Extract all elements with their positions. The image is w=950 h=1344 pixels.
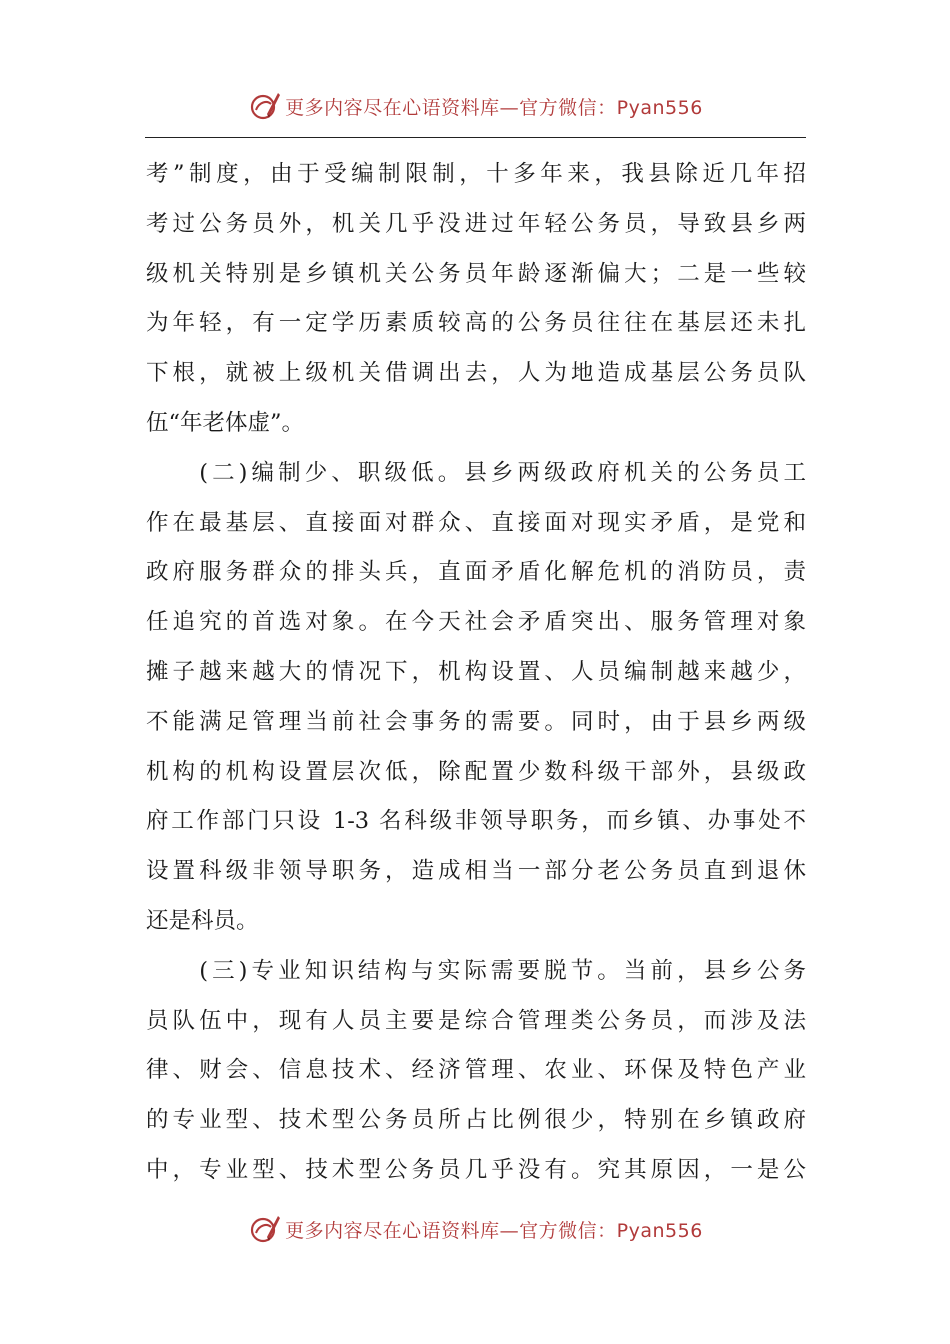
text-line: 为年轻，有一定学历素质较高的公务员往往在基层还未扎 — [146, 310, 806, 337]
banner-text: 更多内容尽在心语资料库—官方微信：Pyan556 — [285, 96, 703, 119]
text-line: 还是科员。 — [146, 907, 259, 934]
text-line: 任追究的首选对象。在今天社会矛盾突出、服务管理对象 — [146, 609, 806, 636]
header-rule — [145, 137, 806, 138]
text-line: 伍“年老体虚”。 — [146, 409, 305, 436]
text-line: 作在最基层、直接面对群众、直接面对现实矛盾，是党和 — [146, 509, 806, 536]
pen-swirl-logo-icon — [247, 88, 283, 124]
text-line: 下根，就被上级机关借调出去，人为地造成基层公务员队 — [146, 360, 806, 387]
text-line: 设置科级非领导职务，造成相当一部分老公务员直到退休 — [146, 858, 806, 885]
text-line: 考过公务员外，机关几乎没进过年轻公务员，导致县乡两 — [146, 210, 806, 237]
text-line: 不能满足管理当前社会事务的需要。同时，由于县乡两级 — [146, 708, 806, 735]
text-line: 府工作部门只设 1-3 名科级非领导职务，而乡镇、办事处不 — [146, 808, 806, 835]
footer-banner — [0, 1207, 950, 1251]
wechat-id: Pyan556 — [616, 1219, 703, 1242]
pen-swirl-logo-icon — [247, 1211, 283, 1247]
text-line: 中，专业型、技术型公务员几乎没有。究其原因，一是公 — [146, 1156, 806, 1183]
text-line: 摊子越来越大的情况下，机构设置、人员编制越来越少， — [146, 658, 806, 685]
text-line: 级机关特别是乡镇机关公务员年龄逐渐偏大；二是一些较 — [146, 260, 806, 287]
text-line: (二)编制少、职级低。县乡两级政府机关的公务员工 — [146, 459, 806, 486]
text-line: 政府服务群众的排头兵，直面矛盾化解危机的消防员，责 — [146, 559, 806, 586]
text-line: (三)专业知识结构与实际需要脱节。当前，县乡公务 — [146, 957, 806, 984]
text-line: 机构的机构设置层次低，除配置少数科级干部外，县级政 — [146, 758, 806, 785]
header-banner — [0, 84, 950, 128]
text-line: 考”制度，由于受编制限制，十多年来，我县除近几年招 — [146, 161, 806, 187]
wechat-id: Pyan556 — [616, 96, 703, 119]
text-line: 的专业型、技术型公务员所占比例很少，特别在乡镇政府 — [146, 1107, 806, 1134]
text-line: 员队伍中，现有人员主要是综合管理类公务员，而涉及法 — [146, 1007, 806, 1034]
banner-text: 更多内容尽在心语资料库—官方微信：Pyan556 — [285, 1219, 703, 1242]
text-line: 律、财会、信息技术、经济管理、农业、环保及特色产业 — [146, 1057, 806, 1084]
document-body — [146, 150, 806, 1196]
